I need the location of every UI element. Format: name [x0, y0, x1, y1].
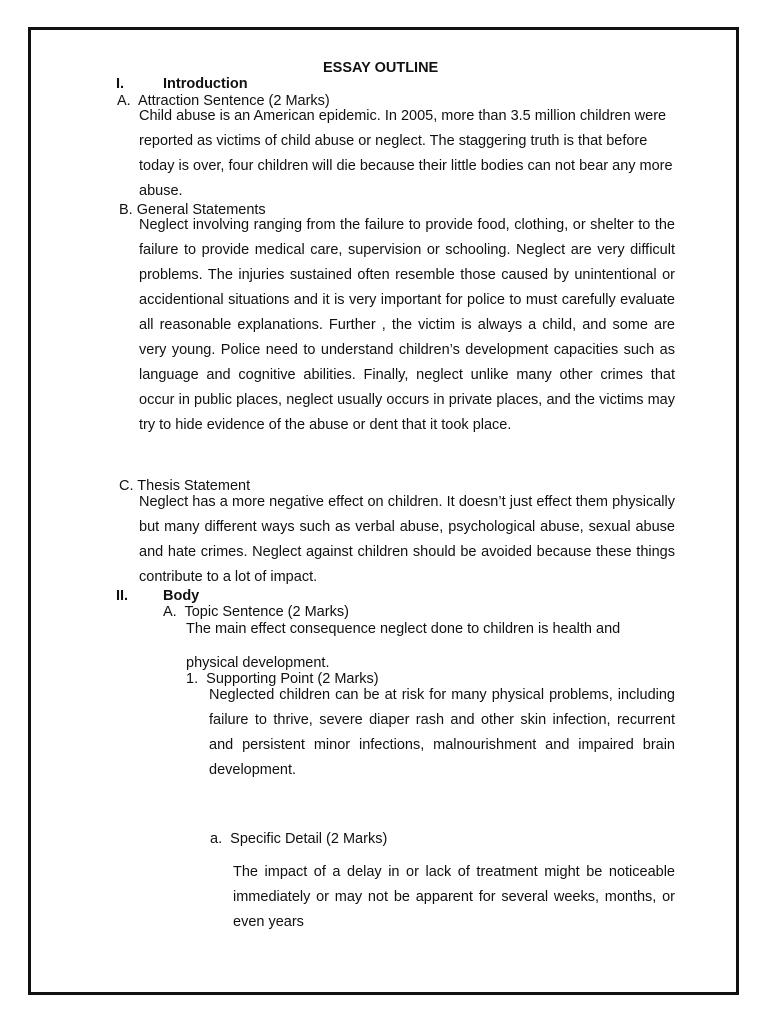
section-numeral-intro: I.	[116, 76, 125, 92]
section-heading-intro: Introduction	[163, 76, 248, 92]
page-title: ESSAY OUTLINE	[323, 60, 439, 76]
attraction-sentence-label: A. Attraction Sentence (2 Marks)	[117, 93, 330, 109]
topic-sentence-label: A. Topic Sentence (2 Marks)	[163, 604, 349, 620]
topic-sentence-line2: physical development.	[186, 655, 330, 671]
section-heading-body: Body	[163, 588, 200, 604]
specific-detail-label: a. Specific Detail (2 Marks)	[210, 831, 388, 847]
specific-detail-text: The impact of a delay in or lack of treatment might be noticeable immediately or may not be apparent for several weeks, months, or even years	[233, 864, 675, 930]
supporting-point-label: 1. Supporting Point (2 Marks)	[186, 671, 379, 687]
section-numeral-body: II.	[116, 588, 129, 604]
topic-sentence-line1: The main effect consequence neglect done to children is health and	[186, 621, 621, 637]
supporting-point-text: Neglected children can be at risk for many physical problems, including failure to thrive, severe diaper rash and other skin infection, recurrent and persistent minor infections, malnourishment and impaired brain development.	[209, 687, 675, 778]
thesis-statement-label: C. Thesis Statement	[119, 478, 251, 494]
general-statements-label: B. General Statements	[119, 202, 266, 218]
attraction-sentence-text: Child abuse is an American epidemic. In 2005, more than 3.5 million children were reported as victims of child abuse or neglect. The staggering truth is that before today is over, four children will die because their little bodies can not bear any more abuse.	[139, 108, 673, 199]
general-statements-text: Neglect involving ranging from the failure to provide food, clothing, or shelter to the failure to provide medical care, supervision or schooling. Neglect are very difficult problems. The injuries sustained often resemble those caused by unintentional or accidentional situations and it is very important for police to must carefully evaluate all reasonable explanations. Further , the victim is always a child, and some are very young. Police need to understand children’s development capacities such as language and cognitive abilities. Finally, neglect unlike many other crimes that occur in public places, neglect usually occurs in private places, and the victims may try to hide evidence of the abuse or dent that it took place.	[139, 217, 675, 433]
thesis-statement-text: Neglect has a more negative effect on children. It doesn’t just effect them physically but many different ways such as verbal abuse, psychological abuse, sexual abuse and hate crimes. Neglect against children should be avoided because these things contribute to a lot of impact.	[139, 494, 675, 585]
